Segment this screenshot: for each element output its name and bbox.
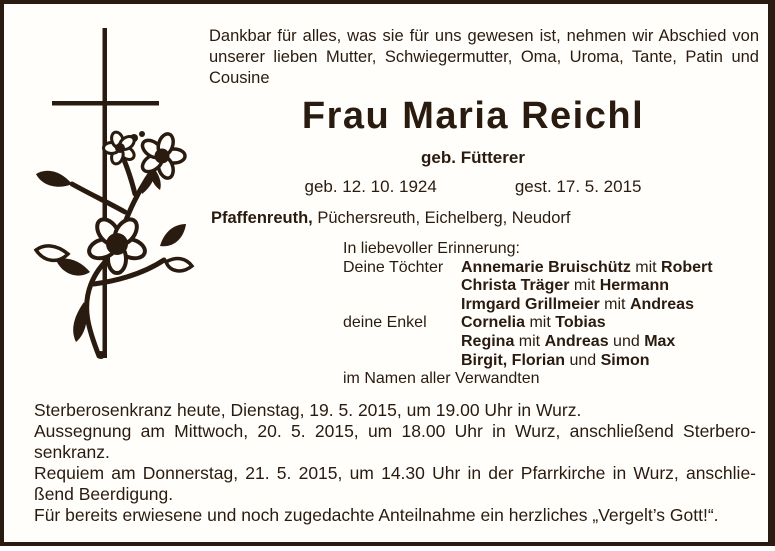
memoriam-rows: [343, 259, 768, 371]
places-line: Pfaffenreuth, Püchersreuth, Eichelberg, Neudorf: [211, 209, 571, 227]
relative-label: deine Enkel: [343, 314, 427, 332]
relative-label: [343, 333, 461, 352]
relative-names: Birgit, Florian und Simon: [461, 351, 650, 369]
relative-label: [343, 277, 461, 296]
relative-label: [343, 296, 461, 315]
memoriam-block: [343, 240, 768, 389]
schedule-line-requiem: Requiem am Donnerstag, 21. 5. 2015, um 14.30 Uhr in der Pfarrkirche in Wurz, anschließend Beerdigung.: [34, 462, 756, 504]
schedule-line-rosary: Sterberosenkranz heute, Dienstag, 19. 5. 2015, um 19.00 Uhr in Wurz.: [34, 399, 582, 420]
schedule-line-blessing: Aussegnung am Mittwoch, 20. 5. 2015, um 18.00 Uhr in Wurz, anschließend Sterberosenkranz.: [34, 420, 756, 462]
relative-label: Deine Töchter: [343, 258, 444, 276]
relative-names: Irmgard Grillmeier mit Andreas: [461, 295, 694, 313]
maiden-name: geb. Fütterer: [421, 148, 525, 167]
intro-text: Dankbar für alles, was sie für uns gewesen ist, nehmen wir Abschied von unserer lieben Mutter, Schwiegermutter, Oma, Uroma, Tante, Patin und Cousine: [209, 27, 759, 87]
schedule-block: [34, 400, 756, 526]
birth-date: geb. 12. 10. 1924: [304, 177, 437, 196]
life-dates: [209, 177, 737, 197]
memoriam-heading: In liebevoller Erinnerung:: [343, 240, 520, 257]
relative-names: Cornelia mit Tobias: [461, 314, 606, 332]
memoriam-closing: im Namen aller Verwandten: [343, 370, 540, 388]
deceased-name: Frau Maria Reichl: [301, 95, 645, 137]
relative-names: Annemarie Bruischütz mit Robert: [461, 258, 713, 276]
relative-names: Christa Träger mit Hermann: [461, 277, 670, 295]
relative-names: Regina mit Andreas und Max: [461, 332, 676, 350]
schedule-line-thanks: Für bereits erwiesene und noch zugedachte Anteilnahme ein herzliches „Vergelt’s Gott!“.: [34, 504, 719, 525]
death-date: gest. 17. 5. 2015: [514, 177, 642, 196]
relative-label: [343, 352, 461, 371]
